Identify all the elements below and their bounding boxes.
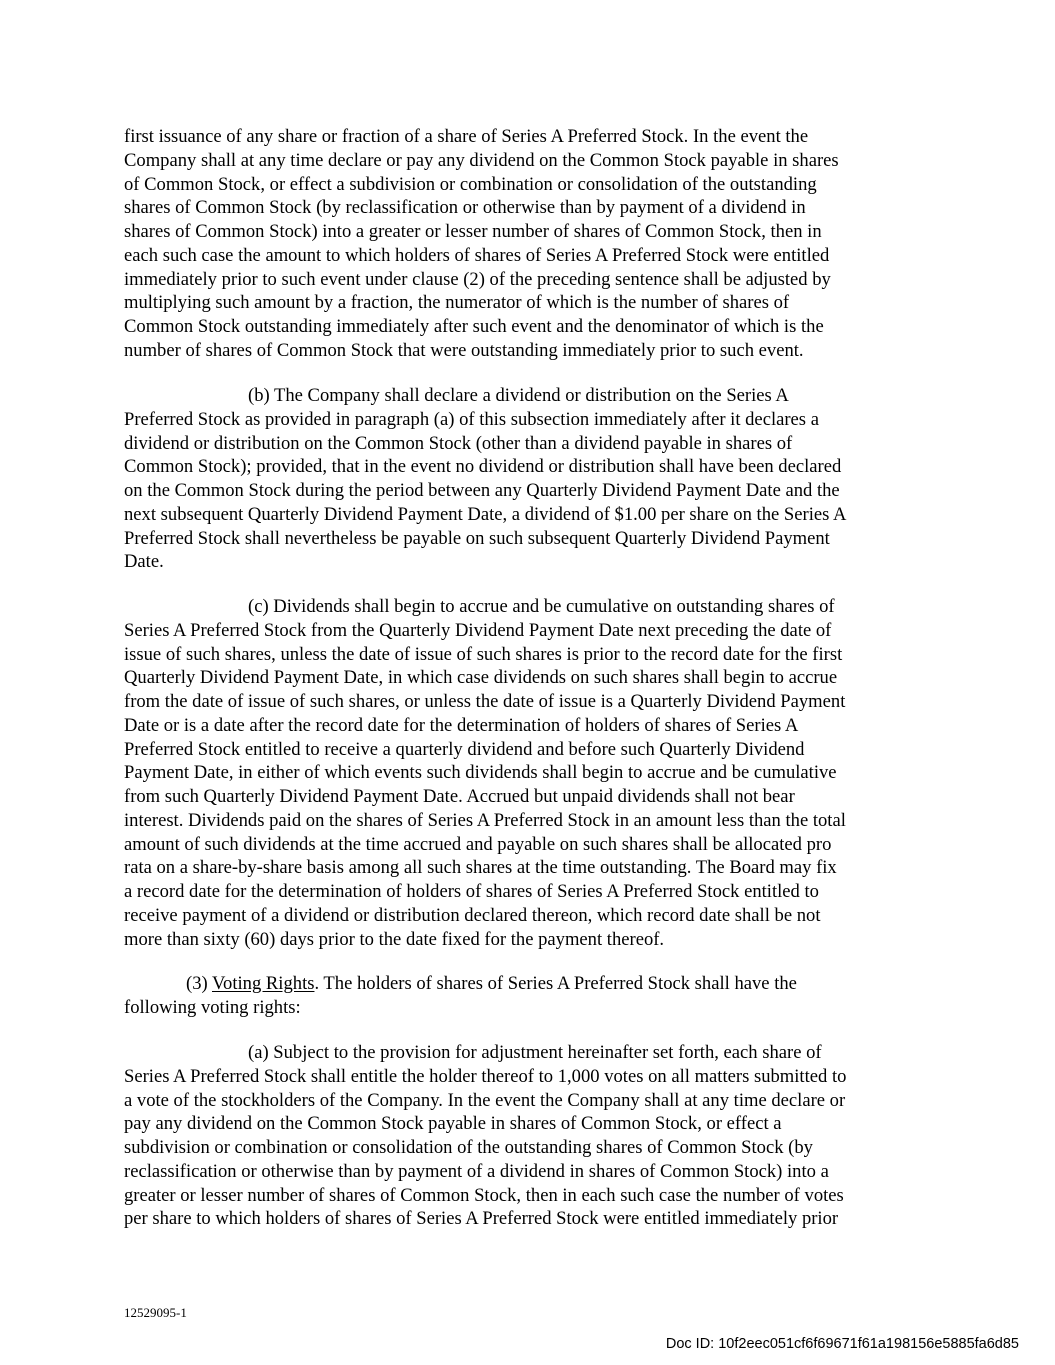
text-line: a vote of the stockholders of the Company. In the event the Company shall at any time declare or xyxy=(124,1089,846,1111)
text-line: Date. xyxy=(124,551,164,573)
text-line: (a) Subject to the provision for adjustment hereinafter set forth, each share of xyxy=(248,1042,822,1063)
text-line: from the date of issue of such shares, or unless the date of issue is a Quarterly Dividend Payment xyxy=(124,691,846,712)
text-line: issue of such shares, unless the date of issue of such shares is prior to the record date for the first xyxy=(124,643,843,665)
text-line: Common Stock outstanding immediately after such event and the denominator of which is the xyxy=(124,316,824,337)
text-line: Date or is a date after the record date for the determination of holders of shares of Series A xyxy=(124,714,799,736)
text-line: Preferred Stock shall nevertheless be payable on such subsequent Quarterly Dividend Payment xyxy=(124,527,830,549)
text-line: of Common Stock, or effect a subdivision or combination or consolidation of the outstanding xyxy=(124,173,817,195)
text-line: Common Stock); provided, that in the event no dividend or distribution shall have been declared xyxy=(124,456,842,478)
text-line: greater or lesser number of shares of Common Stock, then in each such case the number of votes xyxy=(124,1184,844,1206)
text-line: Quarterly Dividend Payment Date, in which case dividends on such shares shall begin to accrue xyxy=(124,667,838,689)
doc-id: Doc ID: 10f2eec051cf6f69671f61a198156e5885fa6d85 xyxy=(665,1336,1019,1352)
text-line: first issuance of any share or fraction of a share of Series A Preferred Stock. In the event the xyxy=(124,126,809,147)
text-line: (c) Dividends shall begin to accrue and be cumulative on outstanding shares of xyxy=(248,596,835,617)
paragraph-continuation xyxy=(124,125,939,363)
text-line: dividend or distribution on the Common Stock (other than a dividend payable in shares of xyxy=(124,432,793,454)
file-number: 12529095-1 xyxy=(124,1305,187,1320)
text-line: each such case the amount to which holders of shares of Series A Preferred Stock were entitled xyxy=(124,244,830,266)
text-line: following voting rights: xyxy=(124,996,301,1018)
section-voting-rights xyxy=(124,972,939,1020)
section-heading-rest: . The holders of shares of Series A Preferred Stock shall have the xyxy=(314,973,797,994)
text-line: more than sixty (60) days prior to the date fixed for the payment thereof. xyxy=(124,928,665,950)
text-line: reclassification or otherwise than by payment of a dividend in shares of Common Stock) into a xyxy=(124,1160,829,1182)
text-line: receive payment of a dividend or distribution declared thereon, which record date shall be not xyxy=(124,904,821,926)
text-line: per share to which holders of shares of Series A Preferred Stock were entitled immediately prior xyxy=(124,1208,839,1230)
text-line: on the Common Stock during the period between any Quarterly Dividend Payment Date and the xyxy=(124,480,840,501)
text-line: pay any dividend on the Common Stock payable in shares of Common Stock, or effect a xyxy=(124,1113,782,1135)
text-line: immediately prior to such event under clause (2) of the preceding sentence shall be adjusted by xyxy=(124,268,831,290)
text-line: Payment Date, in either of which events such dividends shall begin to accrue and be cumulative xyxy=(124,762,837,784)
section-number: (3) xyxy=(186,973,212,994)
text-line: multiplying such amount by a fraction, the numerator of which is the number of shares of xyxy=(124,292,790,314)
text-line: shares of Common Stock) into a greater or lesser number of shares of Common Stock, then in xyxy=(124,221,822,242)
paragraph-b xyxy=(124,384,939,574)
text-line: rata on a share-by-share basis among all such shares at the time outstanding. The Board may fix xyxy=(124,857,837,879)
text-line: interest. Dividends paid on the shares of Series A Preferred Stock in an amount less than the total xyxy=(124,809,846,831)
text-line: next subsequent Quarterly Dividend Payment Date, a dividend of $1.00 per share on the Series A xyxy=(124,503,847,525)
text-line: (b) The Company shall declare a dividend or distribution on the Series A xyxy=(248,385,789,406)
text-line: amount of such dividends at the time accrued and payable on such shares shall be allocated pro xyxy=(124,833,832,855)
section-heading-line xyxy=(124,972,939,996)
text-line: from such Quarterly Dividend Payment Date. Accrued but unpaid dividends shall not bear xyxy=(124,786,795,807)
text-line: number of shares of Common Stock that were outstanding immediately prior to such event. xyxy=(124,339,804,361)
text-line: subdivision or combination or consolidation of the outstanding shares of Common Stock (by xyxy=(124,1137,813,1158)
text-line: Preferred Stock entitled to receive a quarterly dividend and before such Quarterly Dividend xyxy=(124,738,805,760)
section-heading: Voting Rights xyxy=(212,973,315,994)
text-line: Company shall at any time declare or pay any dividend on the Common Stock payable in shares xyxy=(124,149,839,171)
text-line: Series A Preferred Stock from the Quarterly Dividend Payment Date next preceding the date of xyxy=(124,619,832,641)
text-line: Preferred Stock as provided in paragraph (a) of this subsection immediately after it declares a xyxy=(124,408,819,430)
text-line: shares of Common Stock (by reclassification or otherwise than by payment of a dividend in xyxy=(124,197,806,219)
text-line: Series A Preferred Stock shall entitle the holder thereof to 1,000 votes on all matters submitted to xyxy=(124,1065,847,1087)
text-line: a record date for the determination of holders of shares of Series A Preferred Stock entitled to xyxy=(124,881,819,902)
paragraph-3a xyxy=(124,1041,939,1231)
paragraph-c xyxy=(124,595,939,951)
